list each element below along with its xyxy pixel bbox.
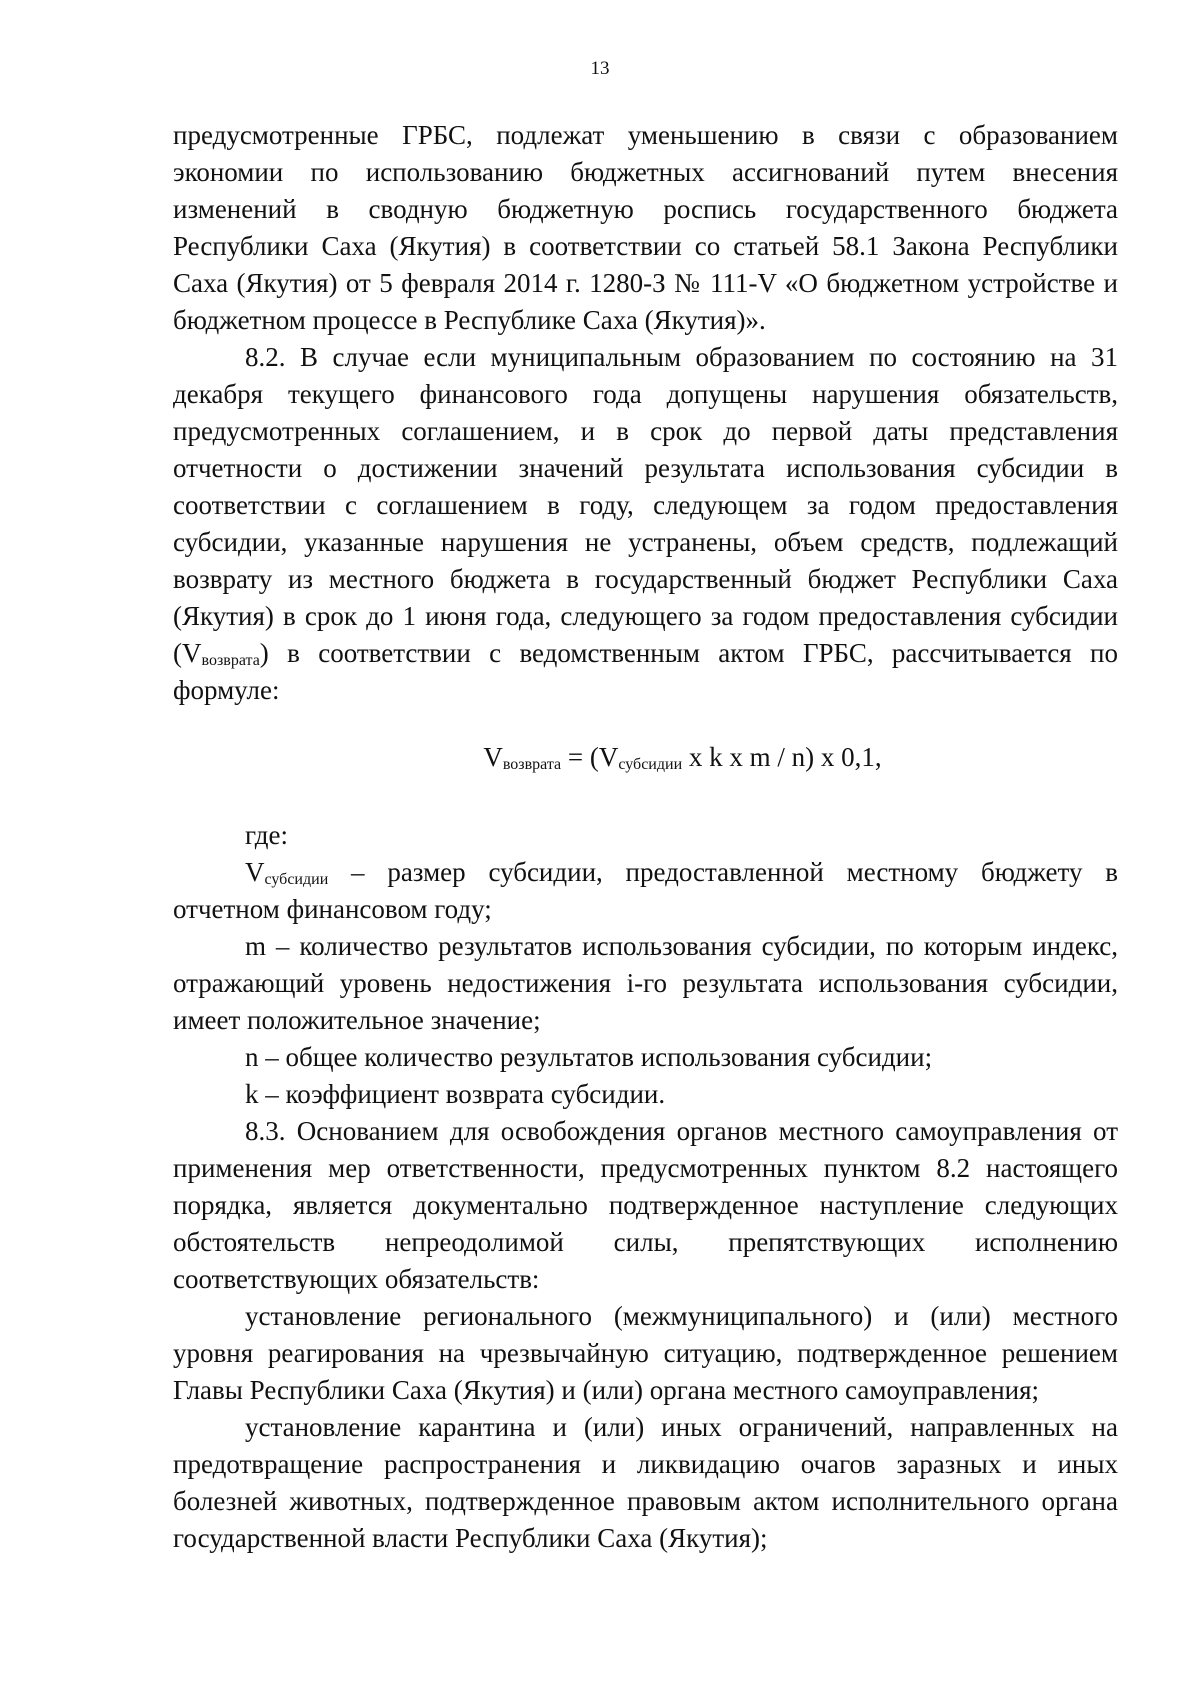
subscript-vozvrata: возврата	[201, 652, 260, 669]
definition-n: n – общее количество результатов использования субсидии;	[245, 1042, 933, 1072]
formula-v: V	[483, 742, 503, 772]
definition-m: m – количество результатов использования субсидии, по которым индекс, отражающий уровень недостижения i-го результата использования субсидии, имеет положительное значение;	[173, 931, 1118, 1035]
def-sub-subsidii: субсидии	[264, 871, 329, 888]
paragraph-quarantine: установление карантина и (или) иных ограничений, направленных на предотвращение распространения и ликвидацию очагов заразных и иных болезней животных, подтвержденное правовым актом исполнительного органа государственной власти Республики Саха (Якутия);	[173, 1412, 1118, 1553]
definition-v-subsidii	[173, 854, 1118, 928]
where-label: где:	[245, 820, 288, 850]
def-v: V	[245, 857, 265, 887]
paragraph-8-2-text-end: ) в соответствии с ведомственным актом ГРБС, рассчитывается по формуле:	[173, 638, 1118, 705]
formula-sub-subsidii: субсидии	[618, 756, 683, 773]
def-v-text: – размер субсидии, предоставленной местному бюджету в отчетном финансовом году;	[173, 857, 1118, 924]
definition-k: k – коэффициент возврата субсидии.	[245, 1079, 666, 1109]
paragraph-8-2-text: 8.2. В случае если муниципальным образованием по состоянию на 31 декабря текущего финансового года допущены нарушения обязательств, предусмотренных соглашением, и в срок до первой даты представления отчетности о достижении значений результата использования субсидии в соответствии с соглашением в году, следующем за годом предоставления субсидии, указанные нарушения не устранены, объем средств, подлежащий возврату из местного бюджета в государственный бюджет Республики Саха (Якутия) в срок до 1 июня года, следующего за годом предоставления субсидии (V	[173, 342, 1118, 668]
paragraph-continuation: предусмотренные ГРБС, подлежат уменьшению в связи с образованием экономии по использованию бюджетных ассигнований путем внесения изменений в сводную бюджетную роспись государственного бюджета Республики Саха (Якутия) в соответствии со статьей 58.1 Закона Республики Саха (Якутия) от 5 февраля 2014 г. 1280-З № 111-V «О бюджетном устройстве и бюджетном процессе в Республике Саха (Якутия)».	[173, 120, 1118, 335]
formula-middle: = (V	[561, 742, 619, 772]
page-number: 13	[590, 58, 610, 79]
formula-end: x k x m / n) x 0,1,	[682, 742, 882, 772]
document-body	[173, 117, 1118, 1557]
paragraph-emergency: установление регионального (межмуниципального) и (или) местного уровня реагирования на чрезвычайную ситуацию, подтвержденное решением Главы Республики Саха (Якутия) и (или) органа местного самоуправления;	[173, 1301, 1118, 1405]
paragraph-8-3: 8.3. Основанием для освобождения органов местного самоуправления от применения мер ответственности, предусмотренных пунктом 8.2 настоящего порядка, является документально подтвержденное наступление следующих обстоятельств непреодолимой силы, препятствующих исполнению соответствующих обязательств:	[173, 1116, 1118, 1294]
formula	[173, 739, 1118, 776]
paragraph-8-2	[173, 339, 1118, 709]
formula-sub-vozvrata: возврата	[502, 756, 562, 773]
